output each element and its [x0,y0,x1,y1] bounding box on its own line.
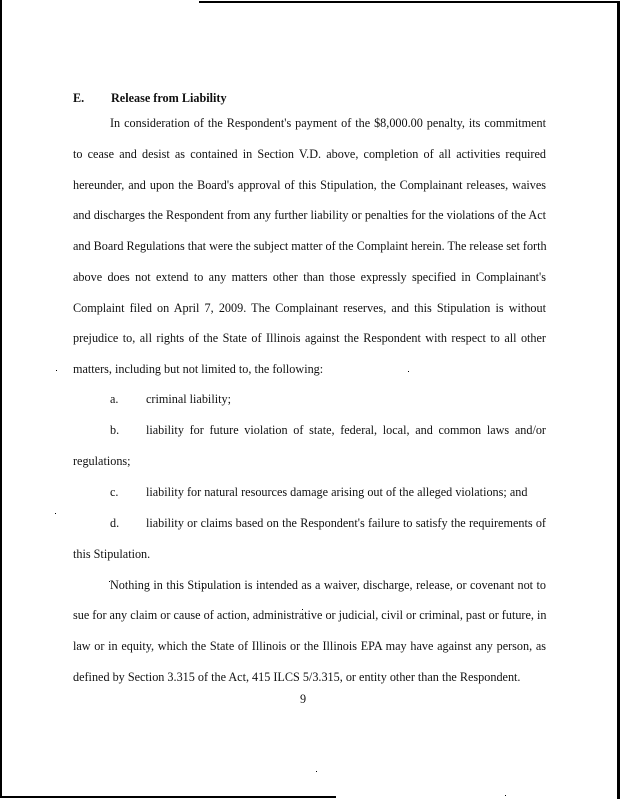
list-item-text: liability for future violation of state, federal, local, and common laws and/or [146,423,546,437]
scan-border-bottom [0,796,336,798]
text-line: and discharges the Respondent from any further liability or penalties for the violations of the Act [73,208,546,222]
text-line: to cease and desist as contained in Section V.D. above, completion of all activities required [73,147,546,161]
list-item-label: b. [110,423,120,437]
list-item-text: liability for natural resources damage arising out of the alleged violations; and [146,485,528,499]
list-item-text: liability or claims based on the Respondent's failure to satisfy the requirements of [146,516,546,530]
scan-speck [56,370,57,371]
text-line: matters, including but not limited to, the following: [73,362,324,376]
section-letter: E. [73,91,85,105]
scan-border-left [0,0,2,798]
list-item-continuation: this Stipulation. [73,547,151,561]
text-line: prejudice to, all rights of the State of Illinois against the Respondent with respect to all other [73,331,546,345]
text-line: Nothing in this Stipulation is intended as a waiver, discharge, release, or covenant not to [110,578,546,592]
text-line: law or in equity, which the State of Illinois or the Illinois EPA may have against any person, as [73,639,546,653]
text-line: In consideration of the Respondent's payment of the $8,000.00 penalty, its commitment [110,116,546,130]
scan-speck [55,513,56,514]
scan-speck [505,795,506,796]
scan-border-top [199,1,620,3]
scan-speck [316,771,317,772]
text-line: and Board Regulations that were the subject matter of the Complaint herein. The release set forth [73,239,547,253]
list-item-text: criminal liability; [146,392,231,406]
page-number: 9 [300,692,307,706]
list-item-label: d. [110,516,120,530]
list-item-label: c. [110,485,119,499]
text-line: above does not extend to any matters other than those expressly specified in Complainant's [73,270,546,284]
scan-border-right [617,1,620,799]
text-line: hereunder, and upon the Board's approval of this Stipulation, the Complainant releases, waives [73,178,546,192]
section-title: Release from Liability [111,91,227,105]
list-item-label: a. [110,392,119,406]
list-item-continuation: regulations; [73,454,131,468]
text-line: Complaint filed on April 7, 2009. The Complainant reserves, and this Stipulation is without [73,301,546,315]
text-line: defined by Section 3.315 of the Act, 415 ILCS 5/3.315, or entity other than the Respondent. [73,670,521,684]
text-line: sue for any claim or cause of action, administrative or judicial, civil or criminal, past or future, in [73,608,547,622]
